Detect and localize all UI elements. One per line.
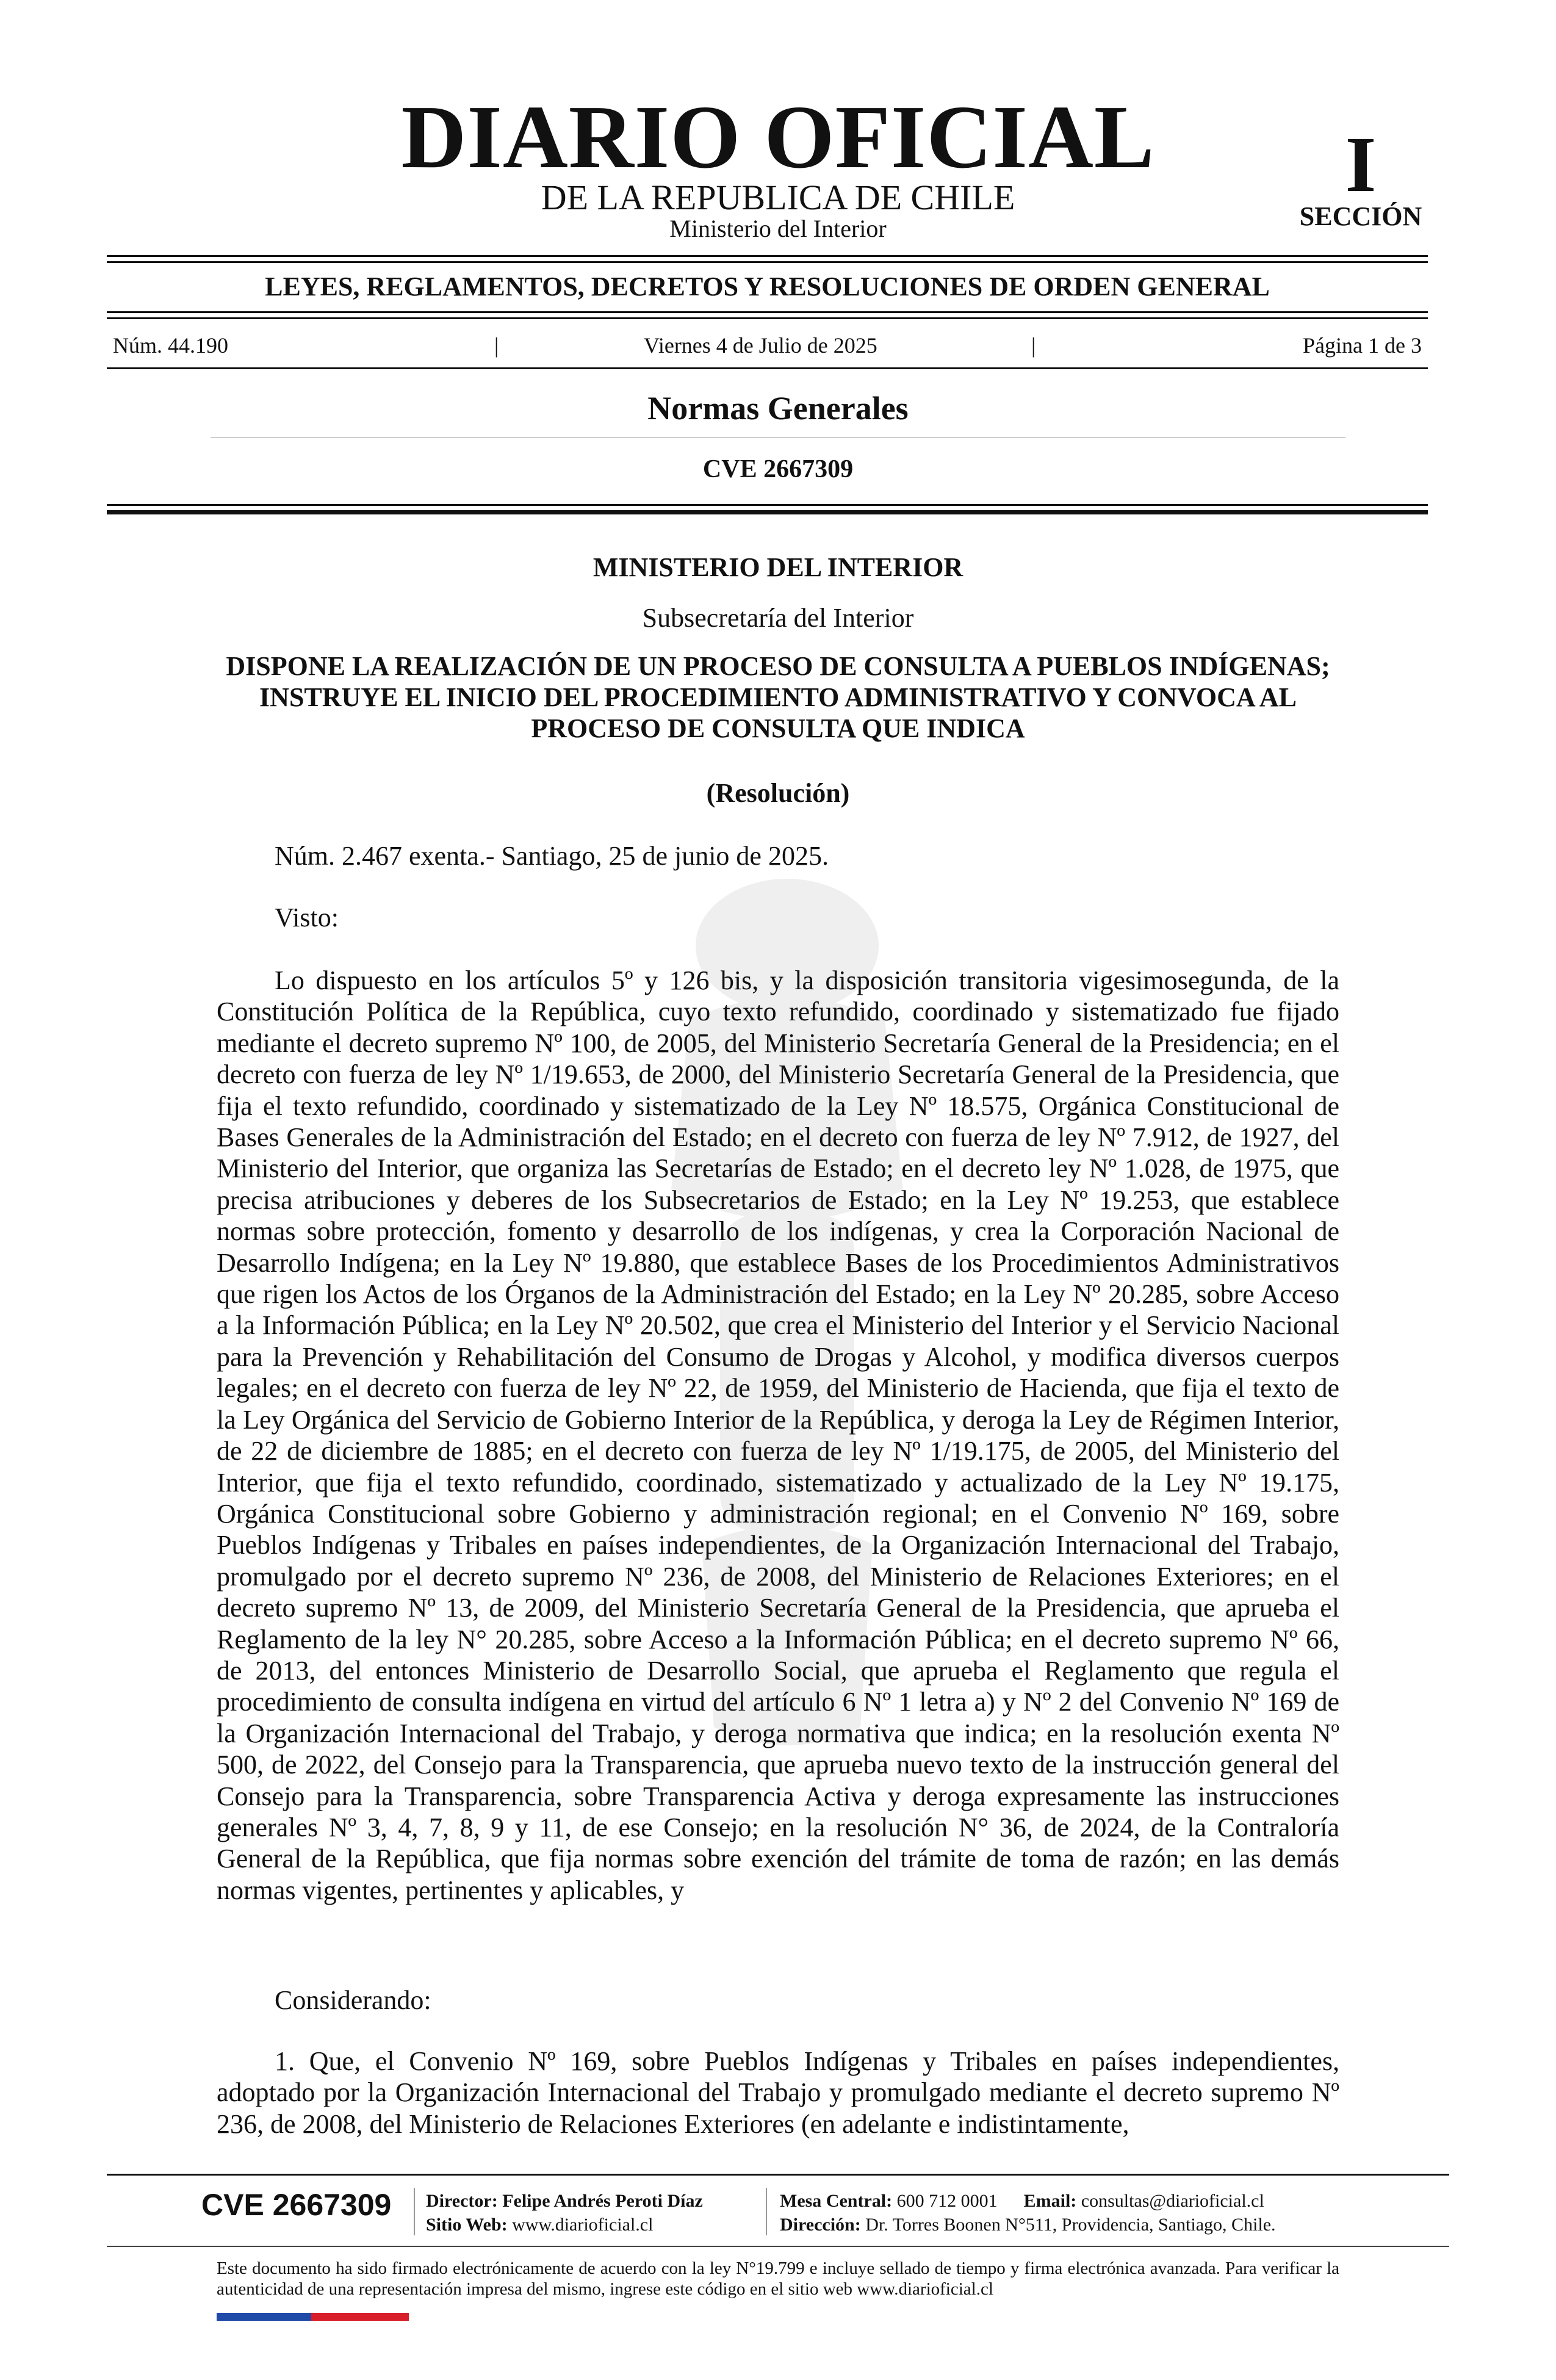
band-rule-1 [107, 311, 1428, 313]
email-link[interactable]: consultas@diarioficial.cl [1081, 2191, 1264, 2211]
footer-address [780, 2213, 1276, 2237]
website-label: Sitio Web: [426, 2215, 508, 2235]
considerando-point-1: 1. Que, el Convenio Nº 169, sobre Pueblos Indígenas y Tribales en países independientes, adoptado por la Organización Internacional del Trabajo y promulgado mediante el decreto supremo Nº 236, de 2008, del Ministerio de Relaciones Exteriores (en adelante e indistintamente, [217, 2046, 1339, 2139]
flag-stripe-blue [217, 2313, 311, 2321]
footer-website [426, 2213, 653, 2237]
section-heading: Normas Generales [647, 390, 909, 427]
issue-number: Núm. 44.190 [113, 333, 228, 358]
section-label: SECCIÓN [1299, 201, 1422, 231]
section-band: LEYES, REGLAMENTOS, DECRETOS Y RESOLUCIONES DE ORDEN GENERAL [265, 272, 1270, 301]
masthead-ministry: Ministerio del Interior [669, 215, 887, 242]
ministry-heading: MINISTERIO DEL INTERIOR [593, 552, 963, 582]
cve-code: CVE 2667309 [702, 455, 854, 483]
footer-cve-code: CVE 2667309 [201, 2188, 392, 2222]
visto-heading: Visto: [275, 903, 339, 932]
footer-rule-top [107, 2174, 1449, 2176]
masthead-subtitle: DE LA REPUBLICA DE CHILE [541, 178, 1015, 217]
subsecretaria-heading: Subsecretaría del Interior [642, 603, 914, 633]
band-rule-2 [107, 317, 1428, 319]
resolution-title: DISPONE LA REALIZACIÓN DE UN PROCESO DE CONSULTA A PUEBLOS INDÍGENAS; INSTRUYE EL INICIO DEL PROCEDIMIENTO ADMINISTRATIVO Y CONVOCA AL PROCESO DE CONSULTA QUE INDICA [226, 651, 1330, 743]
masthead-title: DIARIO OFICIAL [401, 87, 1155, 187]
resolution-number-line: Núm. 2.467 exenta.- Santiago, 25 de junio de 2025. [275, 841, 829, 871]
footer-separator [766, 2188, 767, 2235]
issue-page: Página 1 de 3 [1303, 333, 1422, 358]
director-label: Director: [426, 2191, 498, 2211]
email-label: Email: [1023, 2191, 1077, 2211]
issue-separator: | [1031, 333, 1036, 358]
masthead-rule-1 [107, 255, 1428, 257]
heading-divider [211, 437, 1345, 438]
director-name: Felipe Andrés Peroti Díaz [502, 2191, 703, 2211]
address-value: Dr. Torres Boonen N°511, Providencia, Santiago, Chile. [865, 2215, 1276, 2235]
flag-stripe-red [311, 2313, 409, 2321]
section-number: I [1345, 121, 1377, 209]
footer-director [426, 2190, 703, 2213]
footer-rule-middle [107, 2246, 1449, 2247]
website-link[interactable]: www.diarioficial.cl [512, 2215, 654, 2235]
mesa-value: 600 712 0001 [896, 2191, 998, 2211]
masthead-rule-2 [107, 261, 1428, 263]
resolution-type: (Resolución) [706, 778, 850, 808]
footer-separator [414, 2188, 415, 2235]
considerando-heading: Considerando: [275, 1985, 431, 2015]
header-rule-2 [107, 510, 1428, 514]
address-label: Dirección: [780, 2215, 861, 2235]
issue-separator: | [494, 333, 499, 358]
issue-date: Viernes 4 de Julio de 2025 [644, 333, 877, 358]
visto-paragraph: Lo dispuesto en los artículos 5º y 126 bis, y la disposición transitoria vigesimosegunda, de la Constitución Política de la República, cuyo texto refundido, coordinado y sistematizado fue fijado mediante el decreto supremo Nº 100, de 2005, del Ministerio Secretaría General de la Presidencia; en el decreto con fuerza de ley Nº 1/19.653, de 2000, del Ministerio Secretaría General de la Presidencia, que fija el texto refundido, coordinado y sistematizado de la Ley Nº 18.575, Orgánica Constitucional de Bases Generales de la Administración del Estado; en el decreto con fuerza de ley Nº 7.912, de 1927, del Ministerio del Interior, que organiza las Secretarías de Estado; en el decreto ley Nº 1.028, de 1975, que precisa atribuciones y deberes de los Subsecretarios de Estado; en la Ley Nº 19.253, que establece normas sobre protección, fomento y desarrollo de los indígenas, y crea la Corporación Nacional de Desarrollo Indígena; en la Ley Nº 19.880, que establece Bases de los Procedimientos Administrativos que rigen los Actos de los Órganos de la Administración del Estado; en la Ley Nº 20.285, sobre Acceso a la Información Pública; en la Ley Nº 20.502, que crea el Ministerio del Interior y el Servicio Nacional para la Prevención y Rehabilitación del Consumo de Drogas y Alcohol, y modifica diversos cuerpos legales; en el decreto con fuerza de ley Nº 22, de 1959, del Ministerio de Hacienda, que fija el texto de la Ley Orgánica del Servicio de Gobierno Interior de la República, y deroga la Ley de Régimen Interior, de 22 de diciembre de 1885; en el decreto con fuerza de ley Nº 1/19.175, de 2005, del Ministerio del Interior, que fija el texto refundido, coordinado, sistematizado y actualizado de la Ley Nº 19.175, Orgánica Constitucional sobre Gobierno y administración regional; en el Convenio Nº 169, sobre Pueblos Indígenas y Tribales en países independientes, de la Organización Internacional del Trabajo, promulgado por el decreto supremo Nº 236, de 2008, del Ministerio de Relaciones Exteriores; en el decreto supremo Nº 13, de 2009, del Ministerio Secretaría General de la Presidencia, que aprueba el Reglamento de la ley N° 20.285, sobre Acceso a la Información Pública; en el decreto supremo Nº 66, de 2013, del entonces Ministerio de Desarrollo Social, que aprueba el Reglamento que regula el procedimiento de consulta indígena en virtud del artículo 6 Nº 1 letra a) y Nº 2 del Convenio Nº 169 de la Organización Internacional del Trabajo, y deroga normativa que indica; en la resolución exenta Nº 500, de 2022, del Consejo para la Transparencia, que aprueba nuevo texto de la instrucción general del Consejo para la Transparencia, sobre Transparencia Activa y deroga expresamente las instrucciones generales Nº 3, 4, 7, 8, 9 y 11, de ese Consejo; en la resolución N° 36, de 2024, de la Contraloría General de la República, que fija normas sobre exención del trámite de toma de razón; en las demás normas vigentes, pertinentes y aplicables, y [217, 965, 1339, 1905]
issue-rule [107, 367, 1428, 369]
footer-legal-notice: Este documento ha sido firmado electrónicamente de acuerdo con la ley N°19.799 e incluye sellado de tiempo y firma electrónica avanzada. Para verificar la autenticidad de una representación impresa del mismo, ingrese este código en el sitio web www.diarioficial.cl [217, 2259, 1339, 2299]
header-rule-1 [107, 504, 1428, 506]
footer-contact [780, 2190, 1264, 2213]
mesa-label: Mesa Central: [780, 2191, 893, 2211]
